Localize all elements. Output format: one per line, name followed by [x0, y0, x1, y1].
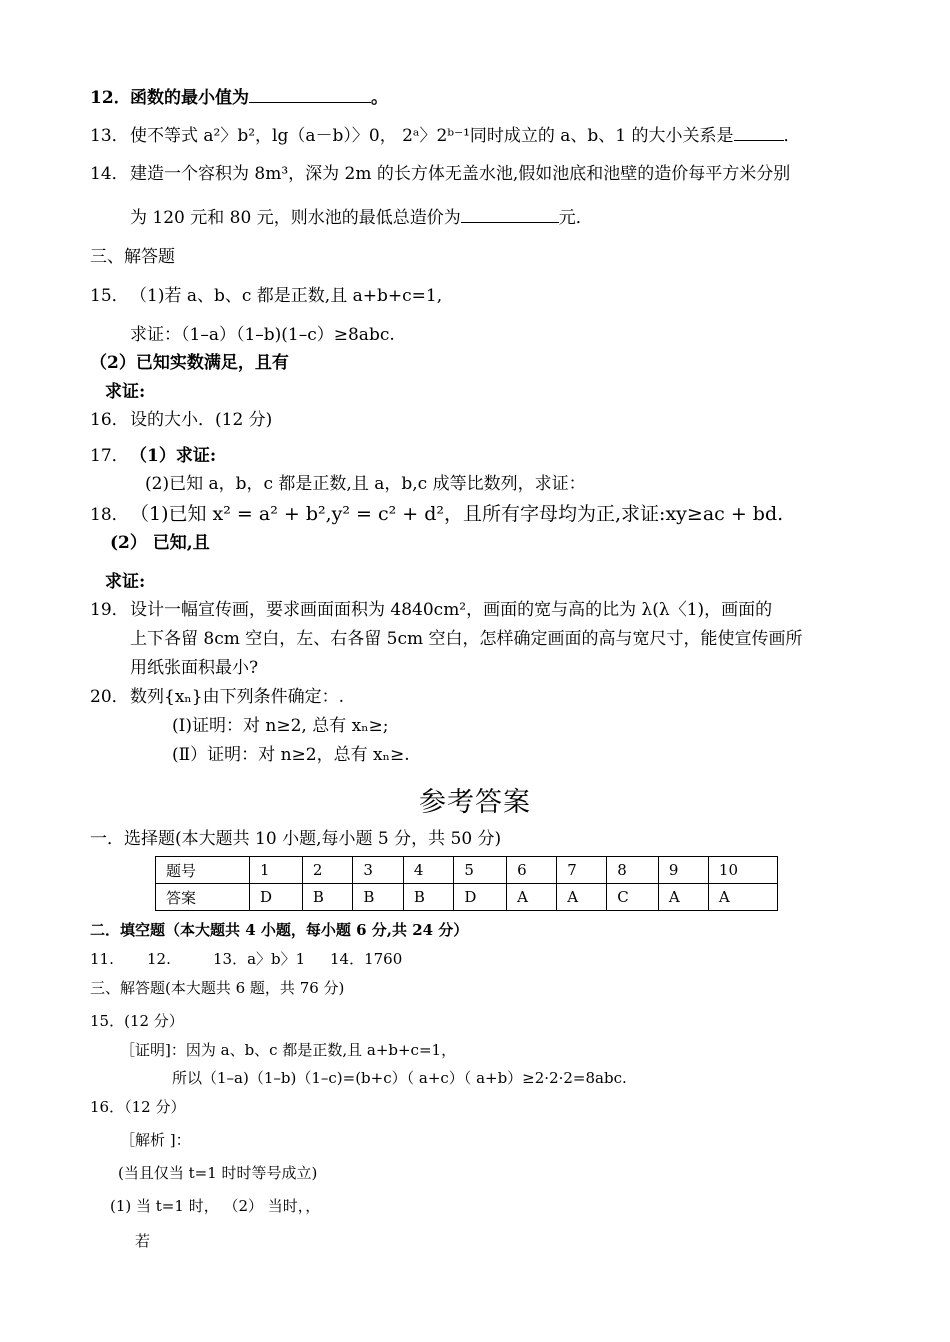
- q12-blank: [249, 86, 371, 103]
- table-cell: 2: [302, 857, 353, 884]
- q19-number: 19．: [90, 600, 129, 620]
- q14-line2: [130, 206, 593, 228]
- a15-proof: ［证明]：因为 a、b、c 都是正数,且 a+b+c=1，: [120, 1041, 457, 1059]
- q15-text: （1)若 a、b、c 都是正数,且 a+b+c=1,: [130, 286, 443, 306]
- answers-title: 参考答案: [419, 787, 531, 818]
- q14: [90, 164, 790, 184]
- q16-number: 16．: [90, 410, 129, 430]
- table-cell: 8: [607, 857, 659, 884]
- table-cell: 题号: [156, 857, 250, 884]
- q20-part2: (Ⅱ）证明：对 n≥2，总有 xₙ≥.: [172, 745, 410, 765]
- answers-sec2: 二．填空题（本大题共 4 小题，每小题 6 分,共 24 分）: [90, 921, 469, 939]
- answers-sec1: 一．选择题(本大题共 10 小题,每小题 5 分，共 50 分): [90, 829, 502, 849]
- answer-table: [155, 856, 778, 911]
- q19: [90, 600, 772, 620]
- q13-blank: [734, 124, 784, 141]
- answers-sec3: 三、解答题(本大题共 6 题，共 76 分): [90, 979, 345, 997]
- q13-text: 使不等式 a²〉b²，lg（a－b）〉0， 2ᵃ〉2ᵇ⁻¹同时成立的 a、b、1 的大小关系是: [130, 126, 734, 146]
- q15-prove: 求证:: [105, 382, 146, 402]
- q18-prove: 求证:: [105, 572, 146, 592]
- q14-tail: 元．: [558, 208, 593, 228]
- a16-cond: (当且仅当 t=1 时时等号成立): [118, 1164, 318, 1182]
- q16-text: 设的大小．(12 分): [130, 410, 273, 430]
- fill-13: 13．a〉b〉1: [213, 950, 306, 968]
- q12-number: 12．: [90, 88, 131, 108]
- a16-head: 16．（12 分）: [90, 1098, 186, 1116]
- table-cell: A: [557, 884, 607, 911]
- q20-text: 数列{xₙ}由下列条件确定：.: [130, 687, 344, 707]
- table-cell: 1: [250, 857, 303, 884]
- fill-11: 11.: [90, 950, 114, 968]
- q14-text: 建造一个容积为 8m³，深为 2m 的长方体无盖水池,假如池底和池壁的造价每平方米分别: [130, 164, 791, 184]
- a16-ruo: 若: [135, 1232, 151, 1250]
- q15-number: 15．: [90, 286, 129, 306]
- q20: [90, 687, 344, 707]
- q18-part2: (2） 已知,且: [110, 533, 210, 553]
- fill-answers: [90, 950, 402, 968]
- table-cell: 答案: [156, 884, 250, 911]
- table-row-header: [156, 857, 778, 884]
- table-cell: 7: [557, 857, 607, 884]
- q20-number: 20．: [90, 687, 129, 707]
- q15: [90, 286, 442, 306]
- q18-text: （1)已知 x² = a² + b²,y² = c² + d²，且所有字母均为正,求证:xy≥ac + bd.: [130, 503, 784, 525]
- q13-tail: ．: [783, 126, 801, 146]
- q12-tail: 。: [371, 88, 388, 108]
- q12: [90, 86, 388, 108]
- q14-line2-text: 为 120 元和 80 元，则水池的最低总造价为: [130, 208, 461, 228]
- table-cell: B: [403, 884, 454, 911]
- a15-head: 15．(12 分）: [90, 1012, 184, 1030]
- q19-line2: 上下各留 8cm 空白，左、右各留 5cm 空白，怎样确定画面的高与宽尺寸，能使宣传画所: [130, 629, 803, 649]
- q19-line3: 用纸张面积最小?: [130, 658, 259, 678]
- fill-12: 12.: [147, 950, 171, 968]
- q14-number: 14．: [90, 164, 129, 184]
- table-cell: 4: [403, 857, 454, 884]
- table-cell: 3: [353, 857, 404, 884]
- table-cell: A: [658, 884, 708, 911]
- q16: [90, 410, 272, 430]
- q13-number: 13．: [90, 126, 129, 146]
- table-cell: 6: [507, 857, 557, 884]
- q20-part1: (Ⅰ)证明：对 n≥2, 总有 xₙ≥;: [172, 716, 389, 736]
- q14-blank: [461, 206, 559, 223]
- q17-text: （1）求证:: [130, 446, 217, 466]
- q12-text: 函数的最小值为: [130, 88, 249, 108]
- table-cell: 9: [658, 857, 708, 884]
- table-cell: D: [250, 884, 303, 911]
- q19-line1: 设计一幅宣传画，要求画面面积为 4840cm²，画面的宽与高的比为 λ(λ〈1)，画面的: [130, 600, 773, 620]
- q15-line2: 求证：（1–a）（1–b)(1–c）≥8abc.: [130, 325, 395, 345]
- table-cell: B: [302, 884, 353, 911]
- table-cell: D: [454, 884, 507, 911]
- q13: [90, 124, 801, 146]
- section-heading-3: 三、解答题: [90, 247, 175, 267]
- q18: [90, 503, 783, 526]
- table-cell: B: [353, 884, 404, 911]
- table-row-answers: [156, 884, 778, 911]
- q15-part2: （2）已知实数满足，且有: [90, 353, 289, 373]
- a16-analysis: ［解析 ]：: [120, 1131, 191, 1149]
- a16-cases: (1) 当 t=1 时， （2） 当时，，: [110, 1197, 321, 1215]
- q17-part2: (2)已知 a，b，c 都是正数,且 a，b,c 成等比数列，求证：: [145, 474, 586, 494]
- a15-line2: 所以（1–a)（1–b)（1–c)=(b+c）（ a+c）（ a+b）≥2·2·2=8abc.: [172, 1069, 627, 1087]
- q18-number: 18．: [90, 505, 129, 525]
- table-cell: A: [708, 884, 777, 911]
- table-cell: 5: [454, 857, 507, 884]
- table-cell: A: [507, 884, 557, 911]
- table-cell: 10: [708, 857, 777, 884]
- table-cell: C: [607, 884, 659, 911]
- q17-number: 17．: [90, 446, 129, 466]
- q17: [90, 446, 216, 466]
- fill-14: 14．1760: [330, 950, 403, 968]
